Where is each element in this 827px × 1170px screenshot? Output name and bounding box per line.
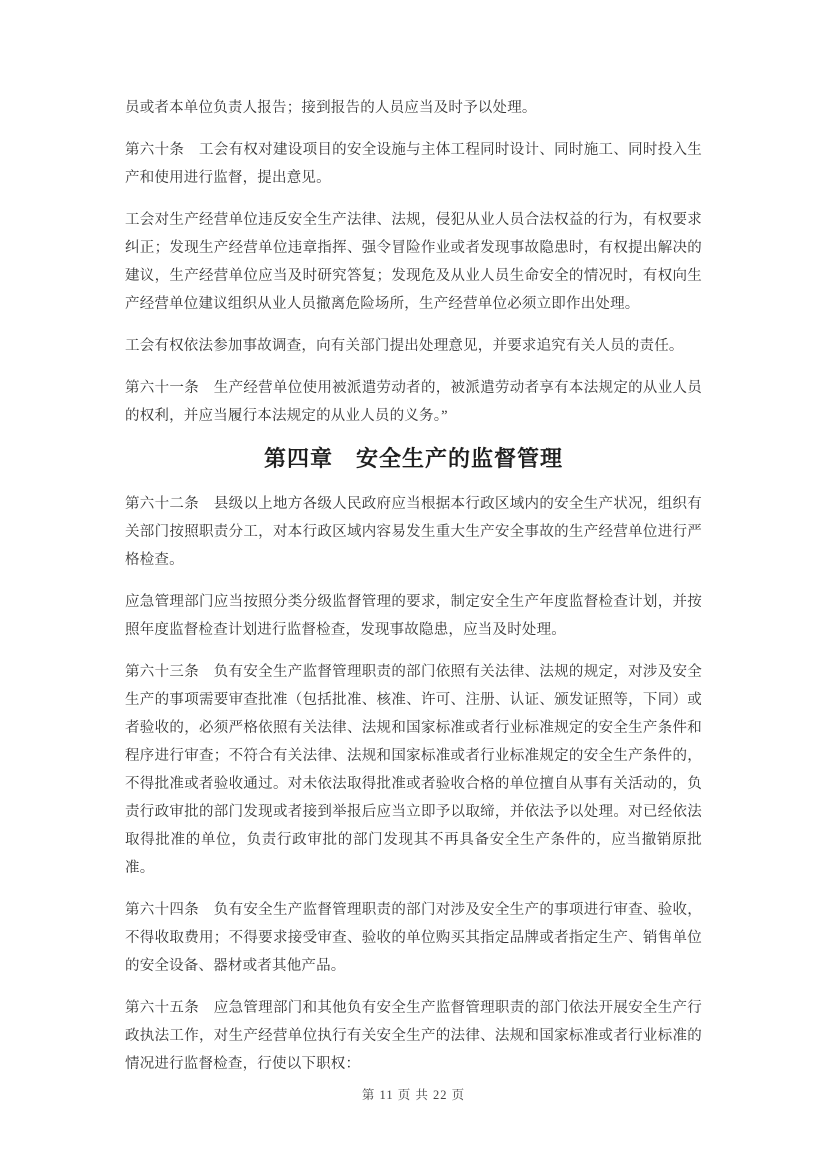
- article-60-union-investigation-paragraph: 工会有权依法参加事故调查，向有关部门提出处理意见，并要求追究有关人员的责任。: [125, 338, 684, 354]
- page-number-footer: 第 11 页 共 22 页: [361, 1088, 466, 1102]
- article-62-paragraph: 第六十二条 县级以上地方各级人民政府应当根据本行政区域内的安全生产状况，组织有关部门按照职责分工，对本行政区域内容易发生重大生产安全事故的生产经营单位进行严格检查。: [125, 496, 702, 568]
- paragraph-report-handling: 员或者本单位负责人报告；接到报告的人员应当及时予以处理。: [125, 100, 537, 116]
- article-65-paragraph: 第六十五条 应急管理部门和其他负有安全生产监督管理职责的部门依法开展安全生产行政执法工作，对生产经营单位执行有关安全生产的法律、法规和国家标准或者行业标准的情况进行监督检查，行使以下职权：: [125, 1000, 702, 1072]
- article-60-union-supervision-paragraph: 工会对生产经营单位违反安全生产法律、法规，侵犯从业人员合法权益的行为，有权要求纠正；发现生产经营单位违章指挥、强令冒险作业或者发现事故隐患时，有权提出解决的建议，生产经营单位应当及时研究答复；发现危及从业人员生命安全的情况时，有权向生产经营单位建议组织从业人员撤离危险场所，生产经营单位必须立即作出处理。: [125, 212, 702, 312]
- chapter-4-heading: 第四章 安全生产的监督管理: [263, 446, 563, 471]
- document-body: [125, 94, 702, 1078]
- article-61-paragraph: 第六十一条 生产经营单位使用被派遣劳动者的，被派遣劳动者享有本法规定的从业人员的权利，并应当履行本法规定的从业人员的义务。”: [125, 380, 702, 424]
- article-63-paragraph: 第六十三条 负有安全生产监督管理职责的部门依照有关法律、法规的规定，对涉及安全生产的事项需要审查批准（包括批准、核准、许可、注册、认证、颁发证照等，下同）或者验收的，必须严格依照有关法律、法规和国家标准或者行业标准规定的安全生产条件和程序进行审查；不符合有关法律、法规和国家标准或者行业标准规定的安全生产条件的，不得批准或者验收通过。对未依法取得批准或者验收合格的单位擅自从事有关活动的，负责行政审批的部门发现或者接到举报后应当立即予以取缔，并依法予以处理。对已经依法取得批准的单位，负责行政审批的部门发现其不再具备安全生产条件的，应当撤销原批准。: [125, 664, 702, 876]
- article-64-paragraph: 第六十四条 负有安全生产监督管理职责的部门对涉及安全生产的事项进行审查、验收，不得收取费用；不得要求接受审查、验收的单位购买其指定品牌或者指定生产、销售单位的安全设备、器材或者其他产品。: [125, 902, 702, 974]
- article-62-inspection-plan-paragraph: 应急管理部门应当按照分类分级监督管理的要求，制定安全生产年度监督检查计划，并按照年度监督检查计划进行监督检查，发现事故隐患，应当及时处理。: [125, 594, 702, 638]
- article-60-paragraph: 第六十条 工会有权对建设项目的安全设施与主体工程同时设计、同时施工、同时投入生产和使用进行监督，提出意见。: [125, 142, 702, 186]
